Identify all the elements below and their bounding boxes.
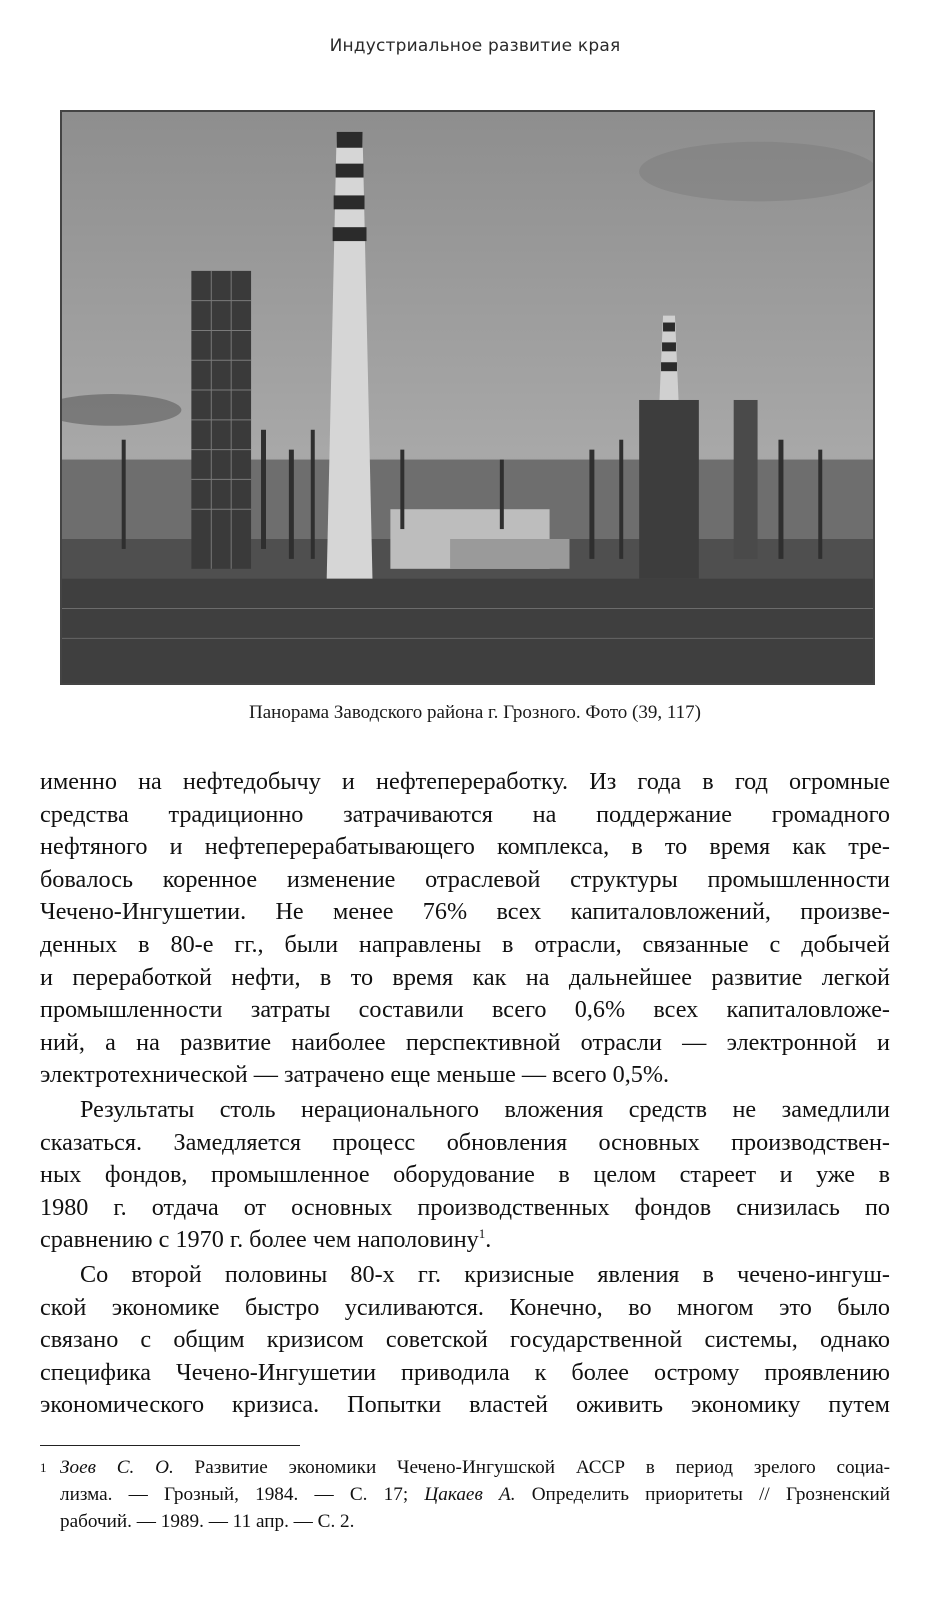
figure-caption: Панорама Заводского района г. Грозного. Фото (39, 117) xyxy=(249,702,701,723)
footnote-text: Определить приоритеты // Грозненский xyxy=(531,1484,891,1505)
paragraph xyxy=(40,766,890,1092)
text-line: Результаты столь нерационального вложения средств не замедлили xyxy=(80,1095,890,1123)
footnote-author: Цакаев А. xyxy=(424,1484,516,1505)
text-line: и переработкой нефти, в то время как на дальнейшее развитие легкой xyxy=(40,963,890,991)
photo-illustration xyxy=(62,112,873,683)
text-line: промышленности затраты составили всего 0,6% всех капиталовложе- xyxy=(40,996,890,1024)
footnote-author: Зоев С. О. xyxy=(60,1457,174,1478)
footnote-number: 1 xyxy=(40,1460,47,1475)
industrial-panorama-photo xyxy=(60,110,875,685)
text-line: ных фондов, промышленное оборудование в целом стареет и уже в xyxy=(40,1161,890,1189)
footnote-text: лизма. — Грозный, 1984. — С. 17; xyxy=(60,1484,409,1505)
text-line: специфика Чечено-Ингушетии приводила к более острому проявлению xyxy=(40,1358,890,1386)
text-line: денных в 80-е гг., были направлены в отрасли, связанные с добычей xyxy=(40,930,890,958)
text-line: средства традиционно затрачиваются на поддержание громадного xyxy=(40,800,890,828)
footnote-body xyxy=(40,1454,890,1535)
footnote-reference[interactable]: 1 xyxy=(478,1226,486,1242)
text-line: 1980 г. отдача от основных производственных фондов снизилась по xyxy=(40,1193,890,1221)
footnote-text: Развитие экономики Чечено-Ингушской АССР в период зрелого социа- xyxy=(194,1457,891,1478)
text-line: Чечено-Ингушетии. Не менее 76% всех капиталовложений, произве- xyxy=(40,898,890,926)
paragraph xyxy=(40,1259,890,1422)
text-line: электротехнической — затрачено еще меньше — всего 0,5%. xyxy=(40,1061,670,1089)
footnote-separator xyxy=(40,1445,300,1446)
text-line: нефтяного и нефтеперерабатывающего комплекса, в то время как тре- xyxy=(40,833,890,861)
footnote-line xyxy=(60,1481,890,1508)
text-line: ний, а на развитие наиболее перспективной отрасли — электронной и xyxy=(40,1028,890,1056)
body-text xyxy=(40,766,890,1422)
running-head: Индустриальное развитие края xyxy=(329,36,621,56)
text-line: бовалось коренное изменение отраслевой структуры промышленности xyxy=(40,865,890,893)
text-line: экономического кризиса. Попытки властей оживить экономику путем xyxy=(40,1391,890,1419)
footnote xyxy=(40,1454,890,1535)
text-line: именно на нефтедобычу и нефтепереработку. Из года в год огромные xyxy=(40,768,890,795)
paragraph xyxy=(40,1094,890,1257)
text-line: связано с общим кризисом советской государственной системы, однако xyxy=(40,1326,890,1354)
text-line-content: сравнению с 1970 г. более чем наполовину xyxy=(40,1226,479,1254)
footnote-line xyxy=(60,1454,890,1481)
text-line: сказаться. Замедляется процесс обновления основных производствен- xyxy=(40,1128,890,1156)
text-line: ской экономике быстро усиливаются. Конечно, во многом это было xyxy=(40,1293,890,1321)
text-line-with-footnote: сравнению с 1970 г. более чем наполовину$^1$. xyxy=(40,1226,492,1254)
footnote-line: рабочий. — 1989. — 11 апр. — С. 2. xyxy=(60,1511,355,1532)
text-line: Со второй половины 80-х гг. кризисные явления в чечено-ингуш- xyxy=(80,1260,890,1288)
